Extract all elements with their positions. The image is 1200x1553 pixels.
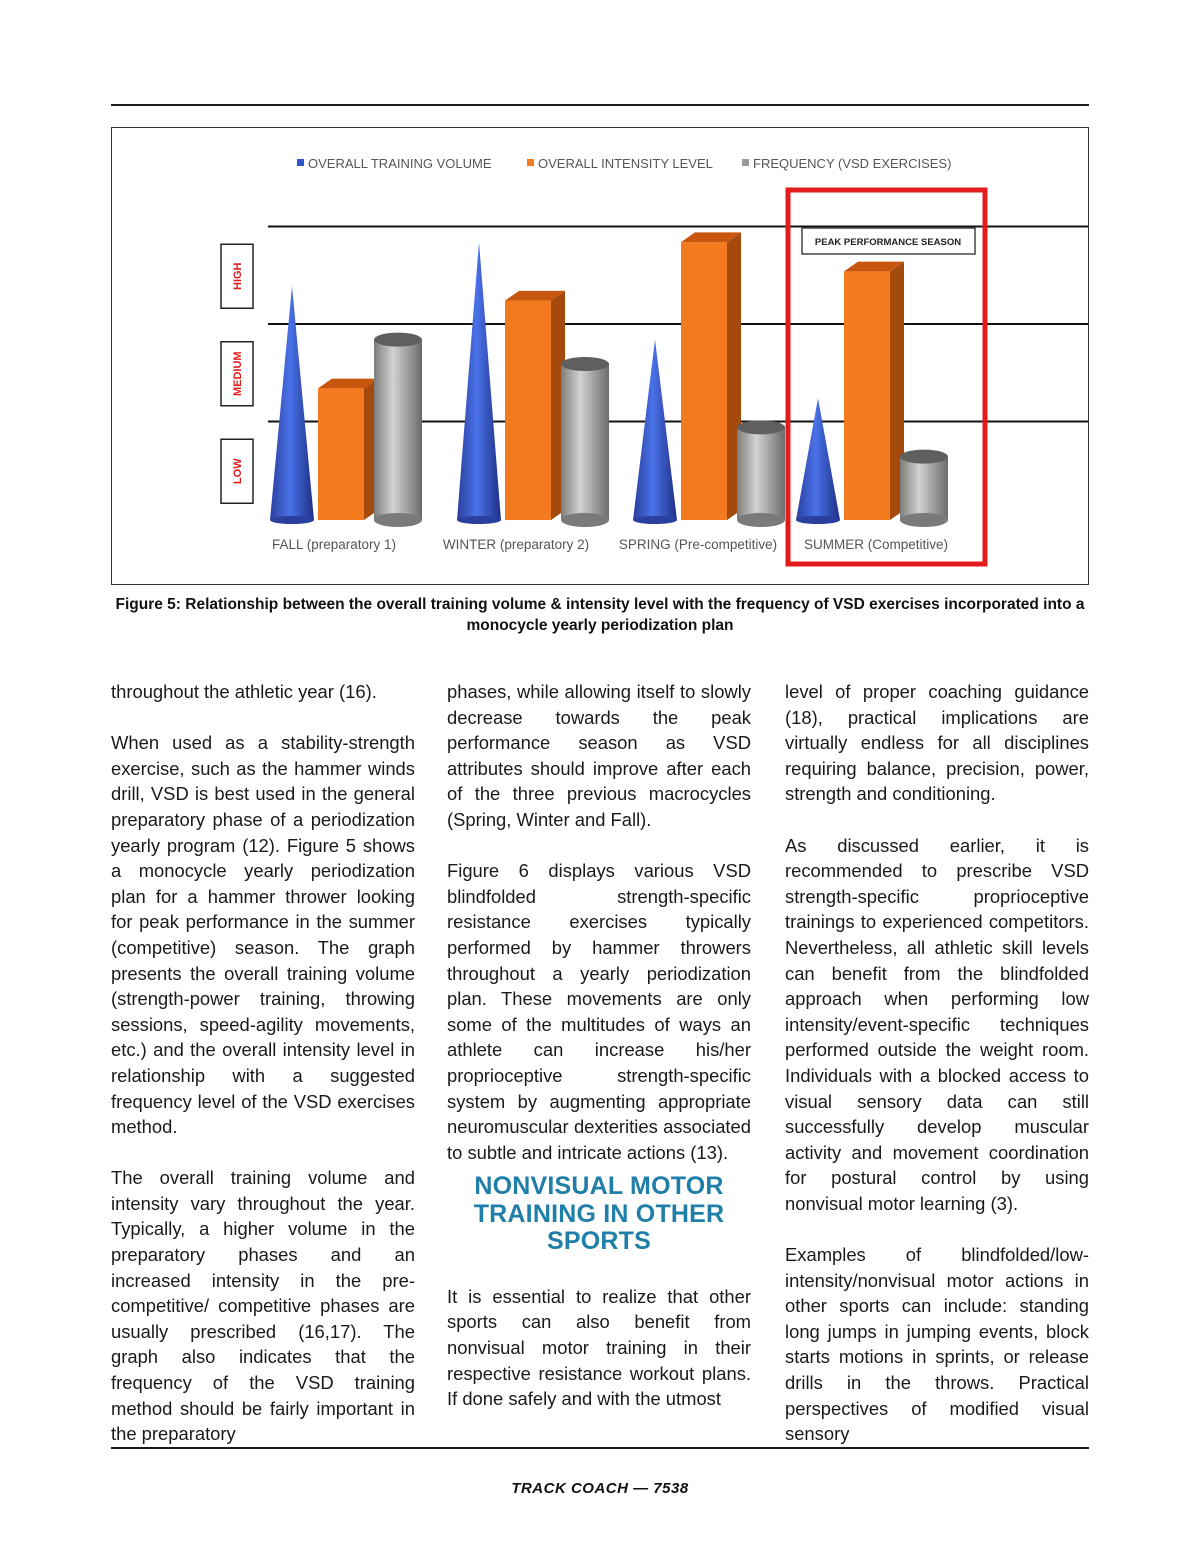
volume-cone-base <box>796 516 840 524</box>
section-heading: NONVISUAL MOTOR TRAINING IN OTHER SPORTS <box>473 1172 725 1256</box>
y-level-label: MEDIUM <box>232 351 244 397</box>
chart <box>112 128 1088 584</box>
intensity-box-front <box>844 271 890 520</box>
legend-swatch <box>527 159 534 166</box>
x-category-label: WINTER (preparatory 2) <box>442 537 590 552</box>
figure-5 <box>111 127 1089 585</box>
y-level-label: HIGH <box>232 262 244 290</box>
bottom-rule <box>111 1447 1089 1449</box>
text-column-1 <box>111 679 415 1447</box>
frequency-cylinder-top <box>900 450 948 464</box>
paragraph: As discussed earlier, it is recommended to prescribe VSD strength-specific proprioceptive trainings to experienced competitors. Nevertheless, all athletic skill levels can benefit from the blindfolded approach when performing low intensity/event-specific techniques performed outside the weight room. Individuals with a blocked access to visual sensory data can still successfully develop muscular activity and movement coordination for postural control by using nonvisual motor learning (3). <box>785 834 1089 1214</box>
frequency-cylinder-body <box>900 457 948 520</box>
volume-cone <box>270 286 314 520</box>
frequency-cylinder-top <box>374 333 422 347</box>
volume-cone <box>796 398 840 520</box>
frequency-cylinder-body <box>374 340 422 520</box>
legend-swatch <box>297 159 304 166</box>
page-footer: TRACK COACH — 7538 <box>511 1480 689 1497</box>
x-category-label: FALL (preparatory 1) <box>271 537 397 552</box>
paragraph: level of proper coaching guidance (18), practical implications are virtually endless for all disciplines requiring balance, precision, power, strength and conditioning. <box>785 681 1089 805</box>
volume-cone <box>633 340 677 520</box>
frequency-cylinder-top <box>737 420 785 434</box>
volume-cone-base <box>633 516 677 524</box>
volume-cone-base <box>270 516 314 524</box>
frequency-cylinder-body <box>561 364 609 520</box>
frequency-cylinder-base <box>374 513 422 527</box>
peak-label: PEAK PERFORMANCE SEASON <box>814 237 962 248</box>
legend-swatch <box>742 159 749 166</box>
frequency-cylinder-top <box>561 357 609 371</box>
frequency-cylinder-base <box>561 513 609 527</box>
paragraph: It is essential to realize that other sports can also benefit from nonvisual motor training in their respective resistance workout plans. If done safely and with the utmost <box>447 1285 751 1410</box>
legend-label: OVERALL INTENSITY LEVEL <box>538 156 713 171</box>
paragraph: phases, while allowing itself to slowly decrease towards the peak performance season as VSD attributes should improve after each of the three previous macrocycles (Spring, Winter and Fall). <box>447 681 751 830</box>
intensity-box-front <box>681 242 727 520</box>
legend-label: FREQUENCY (VSD EXERCISES) <box>753 156 952 171</box>
paragraph: throughout the athletic year (16). <box>111 681 377 702</box>
intensity-box-front <box>318 388 364 520</box>
x-category-label: SUMMER (Competitive) <box>803 537 949 552</box>
top-rule <box>111 104 1089 106</box>
paragraph: Examples of blindfolded/low-intensity/nonvisual motor actions in other sports can include: standing long jumps in jumping events, block starts motions in sprints, or release drills in the throws. Practical perspectives of modified visual sensory <box>785 1244 1089 1445</box>
paragraph: The overall training volume and intensity vary throughout the year. Typically, a higher volume in the preparatory phases and an increased intensity in the pre-competitive/ competitive phases are usually prescribed (16,17). The graph also indicates that the frequency of the VSD training method should be fairly important in the preparatory <box>111 1167 415 1445</box>
frequency-cylinder-base <box>900 513 948 527</box>
text-column-2 <box>447 679 751 1412</box>
x-category-label: SPRING (Pre-competitive) <box>618 537 778 552</box>
paragraph: Figure 6 displays various VSD blindfolded strength-specific resistance exercises typically performed by hammer throwers throughout a yearly periodization plan. These movements are only some of the multitudes of ways an athlete can increase his/her proprioceptive strength-specific system by augmenting appropriate neuromuscular dexterities associated to subtle and intricate actions (13). <box>447 860 751 1163</box>
text-column-3 <box>785 679 1089 1447</box>
intensity-box-front <box>505 301 551 520</box>
figure-caption: Figure 5: Relationship between the overall training volume & intensity level with the frequency of VSD exercises incorporated into a monocycle yearly periodization plan <box>115 596 1085 634</box>
volume-cone <box>457 242 501 520</box>
frequency-cylinder-body <box>737 427 785 520</box>
frequency-cylinder-base <box>737 513 785 527</box>
legend-label: OVERALL TRAINING VOLUME <box>308 156 492 171</box>
paragraph: When used as a stability-strength exercise, such as the hammer winds drill, VSD is best used in the general preparatory phase of a periodization yearly program (12). Figure 5 shows a monocycle yearly periodization plan for a hammer thrower looking for peak performance in the summer (competitive) season. The graph presents the overall training volume (strength-power training, throwing sessions, speed-agility movements, etc.) and the overall intensity level in relationship with a suggested frequency level of the VSD exercises method. <box>111 732 415 1138</box>
y-level-label: LOW <box>232 458 244 485</box>
volume-cone-base <box>457 516 501 524</box>
